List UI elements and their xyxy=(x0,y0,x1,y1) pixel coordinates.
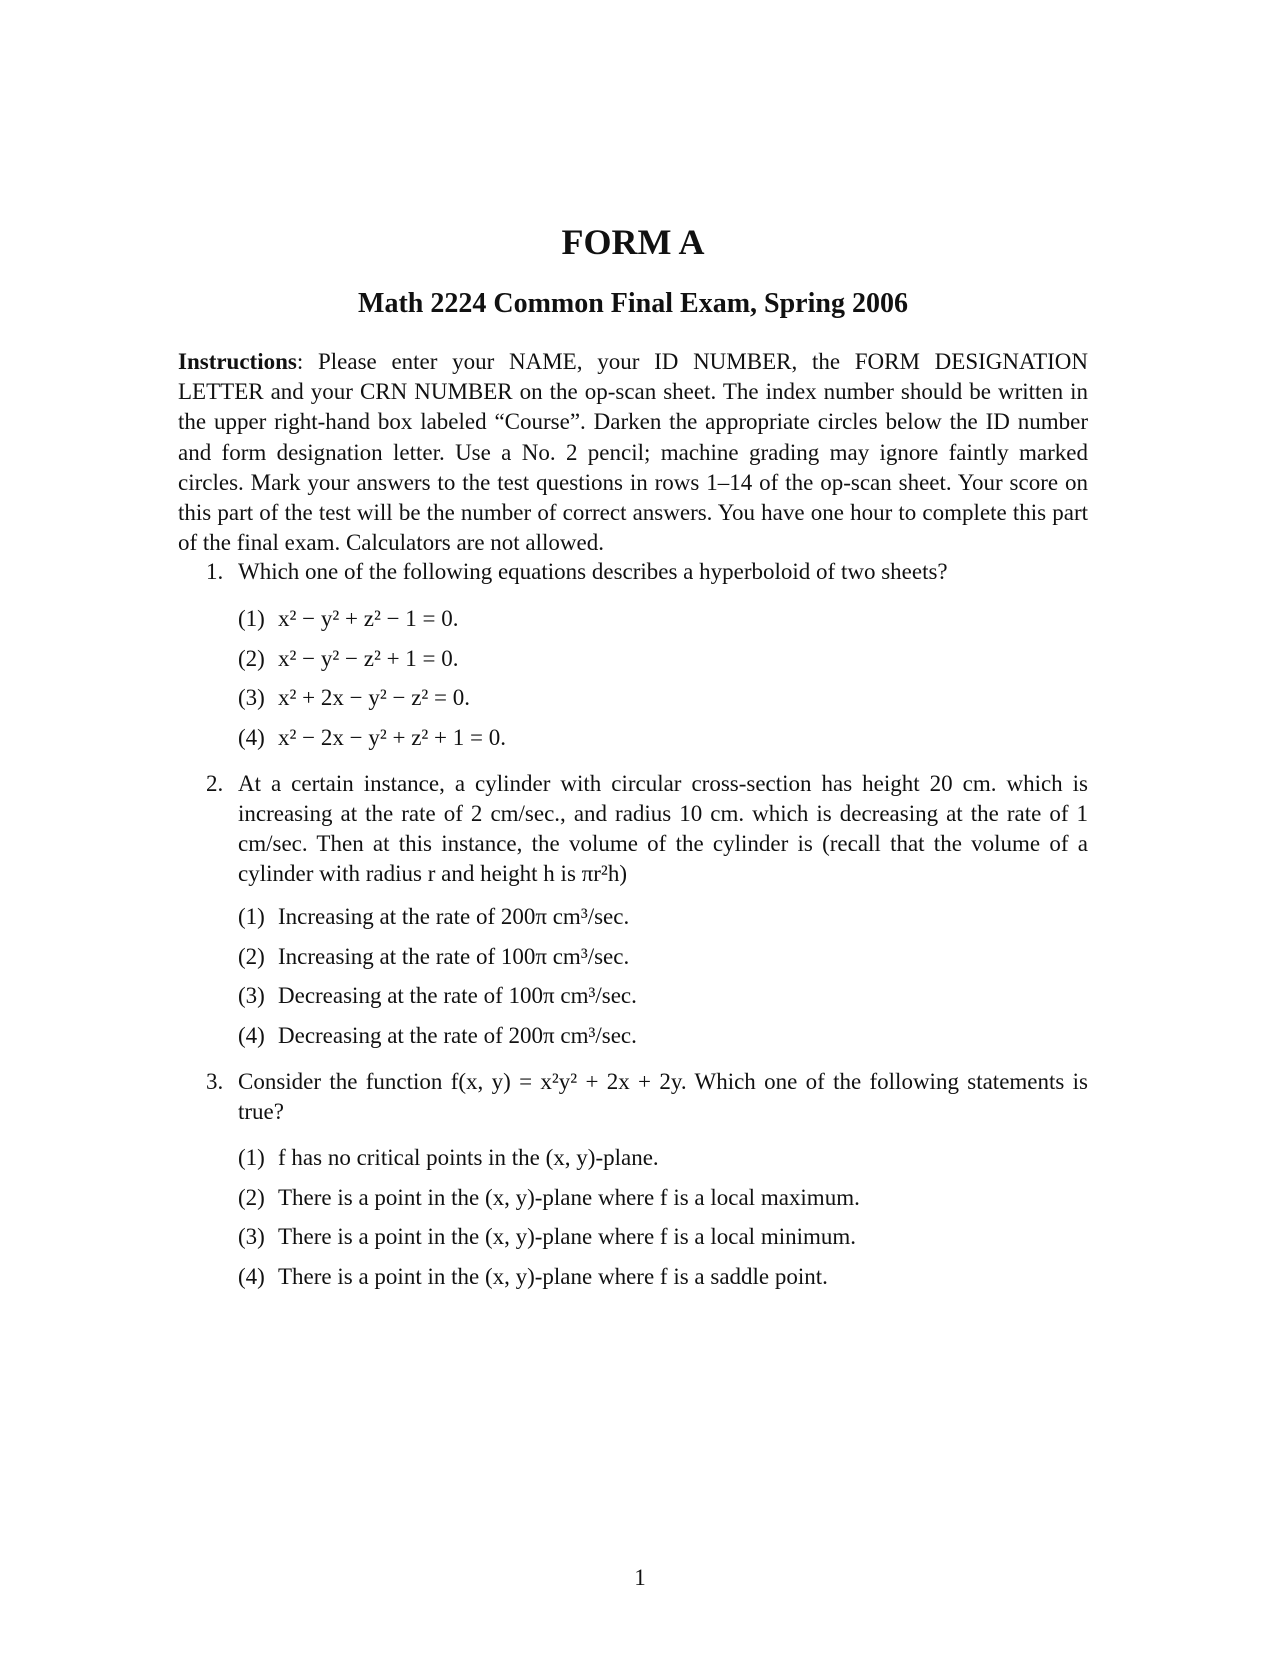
question-text: Which one of the following equations describes a hyperboloid of two sheets? xyxy=(238,559,948,584)
answer-option xyxy=(238,683,1088,723)
option-text: There is a point in the (x, y)-plane where f is a local minimum. xyxy=(278,1224,857,1249)
option-number: (1) xyxy=(238,904,265,929)
form-title: FORM A xyxy=(561,222,705,262)
option-number: (4) xyxy=(238,1022,265,1048)
option-text: Increasing at the rate of 200π cm³/sec. xyxy=(278,904,630,929)
option-number: (1) xyxy=(238,1145,265,1170)
question-3 xyxy=(206,1067,1088,1289)
option-number: (2) xyxy=(238,645,265,671)
option-number: (3) xyxy=(238,983,265,1008)
option-text: Increasing at the rate of 100π cm³/sec. xyxy=(278,943,630,969)
option-text: Decreasing at the rate of 200π cm³/sec. xyxy=(278,1022,637,1048)
question-number: 2. xyxy=(206,771,224,796)
option-number: (2) xyxy=(238,943,265,969)
instructions xyxy=(178,347,1088,558)
instructions-label: Instructions xyxy=(178,349,297,374)
option-number: (2) xyxy=(238,1184,265,1210)
answer-option xyxy=(238,1021,1088,1061)
option-number: (3) xyxy=(238,1224,265,1249)
option-text: f has no critical points in the (x, y)-plane. xyxy=(278,1145,659,1170)
question-text: Consider the function f(x, y) = x²y² + 2x + 2y. Which one of the following statements is true? xyxy=(238,1069,1088,1124)
answer-options xyxy=(238,1143,1088,1301)
answer-options xyxy=(238,604,1088,762)
option-text: x² + 2x − y² − z² = 0. xyxy=(278,685,471,710)
option-number: (4) xyxy=(238,1263,265,1289)
instructions-text: : Please enter your NAME, your ID NUMBER, the FORM DESIGNATION LETTER and your CRN NUMBER on the op-scan sheet. The index number should be written in the upper right-hand box labeled “Course”. Darken the appropriate circles below the ID number and form designation letter. Use a No. 2 pencil; machine grading may ignore faintly marked circles. Mark your answers to the test questions in rows 1–14 of the op-scan sheet. Your score on this part of the test will be the number of correct answers. You have one hour to complete this part of the final exam. Calculators are not allowed. xyxy=(178,349,1088,556)
answer-option xyxy=(238,723,1088,763)
option-number: (3) xyxy=(238,685,265,710)
answer-option xyxy=(238,1222,1088,1262)
option-text: x² − y² − z² + 1 = 0. xyxy=(278,645,459,671)
exam-title: Math 2224 Common Final Exam, Spring 2006 xyxy=(358,288,908,319)
answer-option xyxy=(238,1143,1088,1183)
answer-option xyxy=(238,942,1088,982)
answer-option xyxy=(238,1262,1088,1302)
option-number: (1) xyxy=(238,606,265,631)
option-text: Decreasing at the rate of 100π cm³/sec. xyxy=(278,983,637,1008)
answer-option xyxy=(238,644,1088,684)
question-number: 3. xyxy=(206,1069,224,1094)
page-number: 1 xyxy=(634,1565,646,1590)
option-number: (4) xyxy=(238,724,265,750)
option-text: There is a point in the (x, y)-plane where f is a local maximum. xyxy=(278,1184,860,1210)
option-text: There is a point in the (x, y)-plane where f is a saddle point. xyxy=(278,1263,828,1289)
option-text: x² − y² + z² − 1 = 0. xyxy=(278,606,459,631)
question-number: 1. xyxy=(206,559,224,584)
answer-options xyxy=(238,902,1088,1060)
answer-option xyxy=(238,1183,1088,1223)
question-2 xyxy=(206,769,1088,1048)
question-text: At a certain instance, a cylinder with circular cross-section has height 20 cm. which is increasing at the rate of 2 cm/sec., and radius 10 cm. which is decreasing at the rate of 1 cm/sec. Then at this instance, the volume of the cylinder is (recall that the volume of a cylinder with radius r and height h is πr²h) xyxy=(238,771,1088,886)
answer-option xyxy=(238,604,1088,644)
option-text: x² − 2x − y² + z² + 1 = 0. xyxy=(278,724,507,750)
question-1 xyxy=(206,557,1088,750)
answer-option xyxy=(238,902,1088,942)
answer-option xyxy=(238,981,1088,1021)
